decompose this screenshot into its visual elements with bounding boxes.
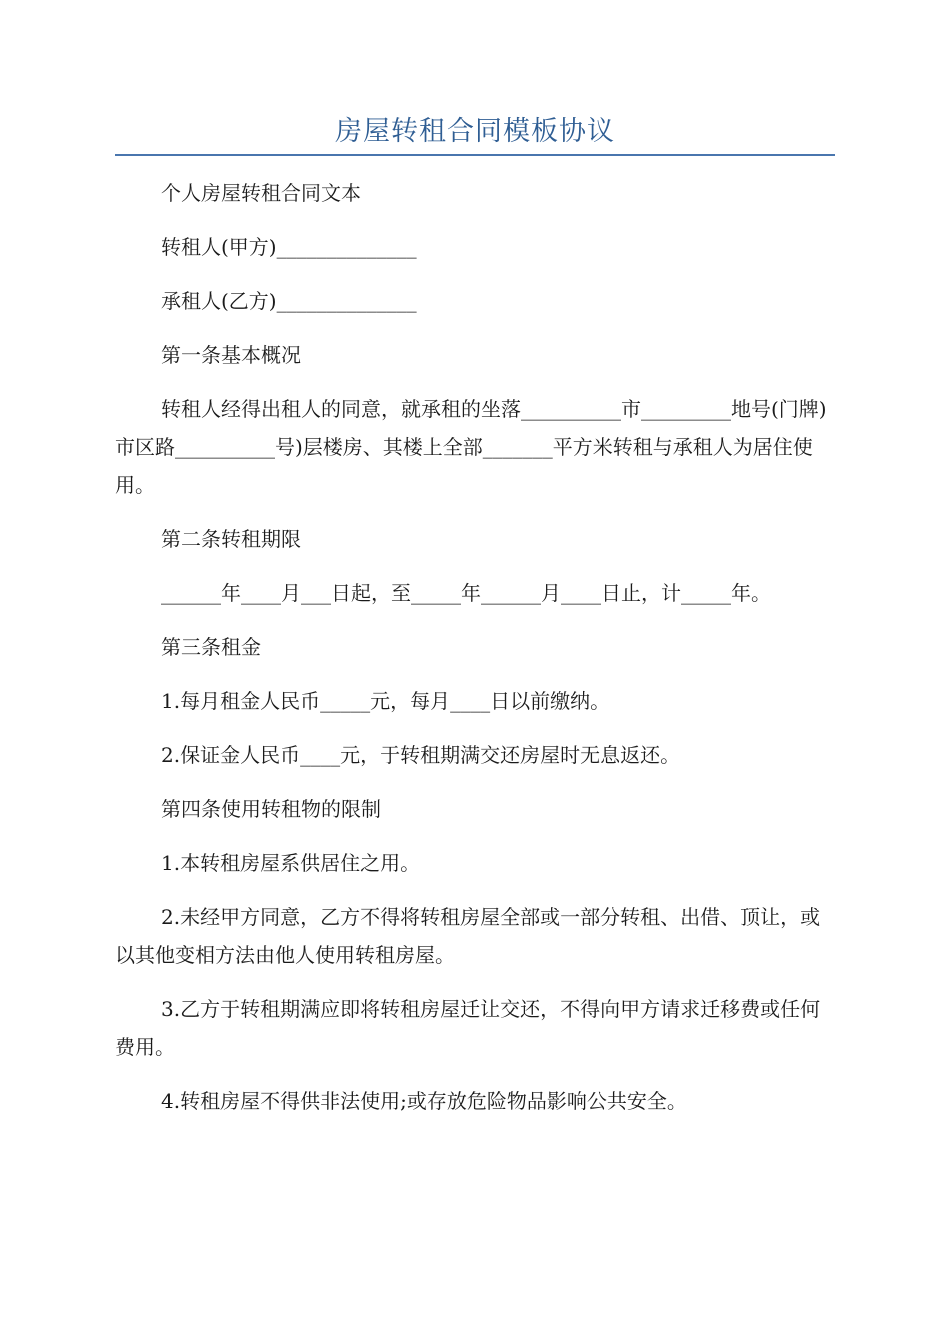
paragraph-party-b: 承租人(乙方)______________ — [161, 289, 417, 313]
article-3-item-1: 1.每月租金人民币_____元，每月____日以前缴纳。 — [161, 689, 611, 713]
paragraph-contract-heading: 个人房屋转租合同文本 — [161, 181, 361, 205]
article-1-body: 转租人经得出租人的同意，就承租的坐落__________市_________地号(门牌)市区路__________号)层楼房、其楼上全部_______平方米转租与承租人为居住使用。 — [115, 397, 827, 497]
title-underline — [115, 154, 835, 156]
article-3-item-2: 2.保证金人民币____元，于转租期满交还房屋时无息返还。 — [161, 743, 681, 767]
article-4-item-2: 2.未经甲方同意，乙方不得将转租房屋全部或一部分转租、出借、顶让，或以其他变相方法由他人使用转租房屋。 — [115, 905, 821, 967]
paragraph-party-a: 转租人(甲方)______________ — [161, 235, 417, 259]
article-4-item-4: 4.转租房屋不得供非法使用;或存放危险物品影响公共安全。 — [161, 1089, 687, 1113]
article-4-item-1: 1.本转租房屋系供居住之用。 — [161, 851, 421, 875]
document-body — [115, 174, 835, 1120]
document-title: 房屋转租合同模板协议 — [335, 116, 615, 147]
article-1-heading: 第一条基本概况 — [161, 343, 301, 367]
article-2-heading: 第二条转租期限 — [161, 527, 301, 551]
article-4-heading: 第四条使用转租物的限制 — [161, 797, 381, 821]
article-3-heading: 第三条租金 — [161, 635, 261, 659]
article-2-body: ______年____月___日起，至_____年______月____日止，计_____年。 — [161, 581, 771, 605]
article-4-item-3: 3.乙方于转租期满应即将转租房屋迁让交还，不得向甲方请求迁移费或任何费用。 — [115, 997, 821, 1059]
